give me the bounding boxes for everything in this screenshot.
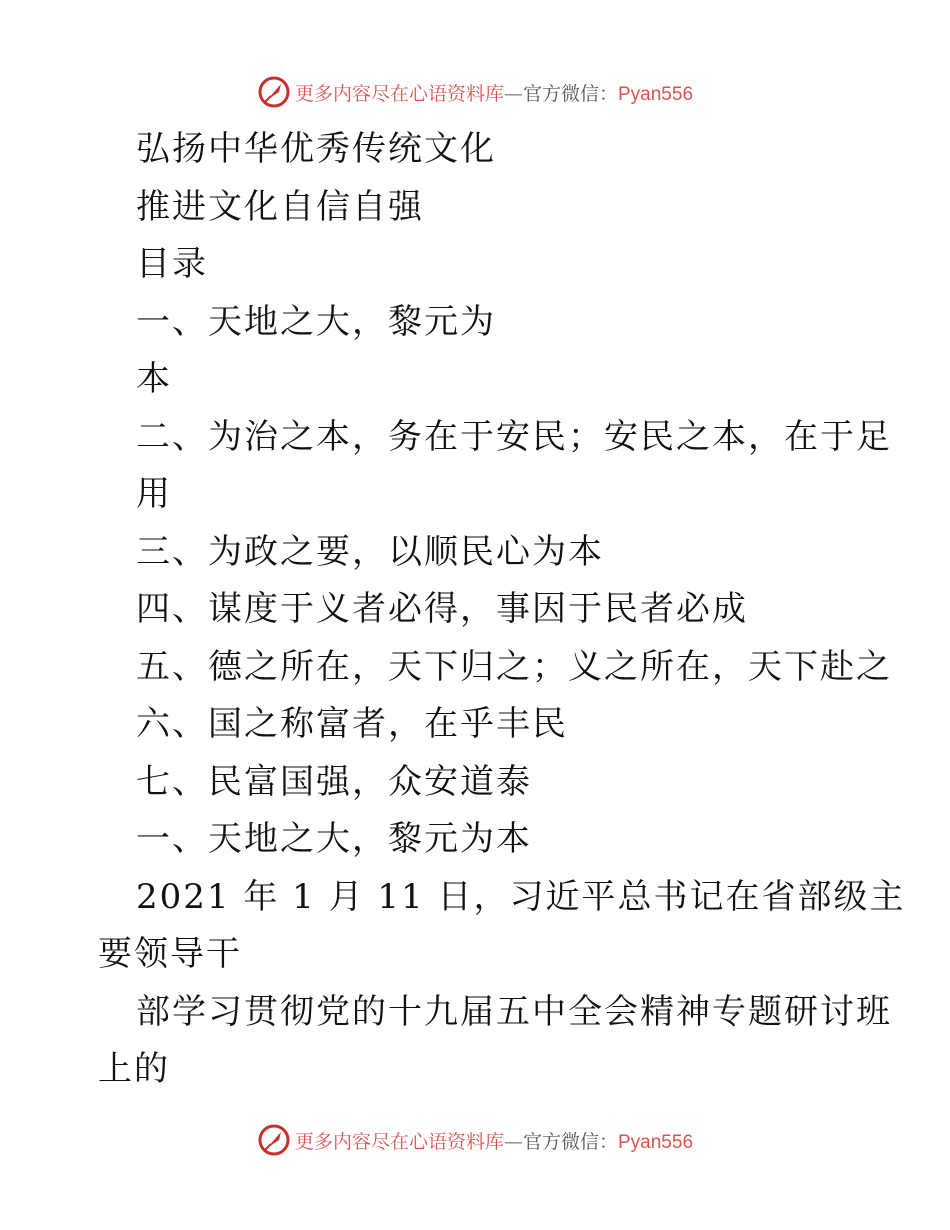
toc-item-3: 三、为政之要，以顺民心为本 — [136, 531, 604, 572]
watermark-header — [0, 72, 950, 112]
paragraph-line-3: 部学习贯彻党的十九届五中全会精神专题研讨班 — [136, 991, 892, 1032]
paragraph-line-4: 上的 — [98, 1049, 170, 1089]
quill-circle-icon — [257, 1123, 291, 1157]
paragraph-line-1: 2021 年 1 月 11 日，习近平总书记在省部级主 — [136, 876, 906, 917]
quill-circle-icon — [257, 75, 291, 109]
document-body — [98, 121, 906, 1099]
toc-heading: 目录 — [136, 244, 208, 284]
watermark-footer — [0, 1120, 950, 1160]
toc-item-4: 四、谋度于义者必得，事因于民者必成 — [136, 589, 748, 629]
paragraph-line-2: 要领导干 — [98, 934, 242, 974]
toc-item-6: 六、国之称富者，在乎丰民 — [136, 704, 568, 744]
watermark-dash: — — [503, 1130, 523, 1153]
doc-title-line-2: 推进文化自信自强 — [136, 186, 424, 227]
toc-item-1: 一、天地之大，黎元为 — [136, 301, 496, 342]
toc-item-7: 七、民富国强，众安道泰 — [136, 761, 532, 802]
watermark-label: 官方微信： — [522, 82, 618, 105]
toc-item-5: 五、德之所在，天下归之；义之所在，天下赴之 — [136, 646, 892, 687]
watermark-text — [295, 1127, 693, 1154]
doc-title-line-1: 弘扬中华优秀传统文化 — [136, 129, 496, 169]
watermark-text — [295, 79, 693, 106]
toc-item-1-cont: 本 — [136, 359, 172, 399]
watermark-brand: 更多内容尽在心语资料库 — [294, 1130, 504, 1153]
watermark-id: Pyan556 — [618, 1131, 694, 1153]
toc-item-2: 二、为治之本，务在于安民；安民之本，在于足 — [136, 416, 892, 457]
toc-item-2-cont: 用 — [136, 474, 172, 514]
watermark-id: Pyan556 — [618, 83, 694, 105]
watermark-dash: — — [503, 82, 523, 105]
watermark-brand: 更多内容尽在心语资料库 — [294, 82, 504, 105]
section-heading-1: 一、天地之大，黎元为本 — [136, 819, 532, 859]
watermark-label: 官方微信： — [522, 1130, 618, 1153]
